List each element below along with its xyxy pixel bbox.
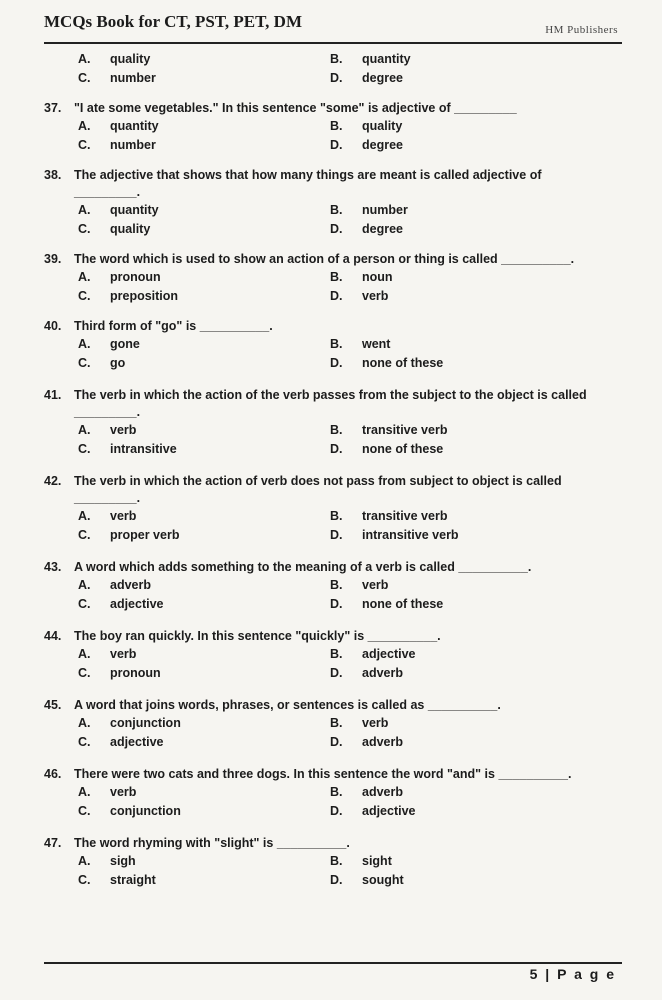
options-grid: [44, 507, 624, 545]
option-a: [78, 645, 330, 664]
option-text: adverb: [110, 578, 151, 592]
option-letter: C.: [78, 528, 91, 542]
option-letter: A.: [78, 509, 91, 523]
option-d: [330, 354, 443, 373]
options-row: [78, 852, 624, 871]
question-number: 40.: [44, 319, 62, 333]
option-letter: A.: [78, 854, 91, 868]
options-row: [78, 421, 624, 440]
option-text: verb: [362, 289, 389, 303]
option-letter: D.: [330, 666, 343, 680]
question-line: [44, 628, 624, 645]
option-letter: C.: [78, 735, 91, 749]
option-a: [78, 268, 330, 287]
option-letter: B.: [330, 337, 343, 351]
option-text: number: [110, 138, 156, 152]
option-d: [330, 664, 403, 683]
option-text: verb: [110, 647, 137, 661]
option-c: [78, 664, 330, 683]
option-c: [78, 595, 330, 614]
question-number: 43.: [44, 560, 62, 574]
page-header: [44, 10, 622, 44]
options-row: [78, 136, 624, 155]
option-text: quantity: [110, 119, 159, 133]
option-text: verb: [362, 716, 389, 730]
options-row: [78, 201, 624, 220]
option-letter: B.: [330, 578, 343, 592]
question-number: 45.: [44, 698, 62, 712]
option-letter: B.: [330, 52, 343, 66]
question-number: 37.: [44, 101, 62, 115]
option-text: adjective: [362, 647, 416, 661]
option-text: gone: [110, 337, 140, 351]
option-text: verb: [110, 509, 137, 523]
option-b: [330, 421, 447, 440]
option-text: quantity: [362, 52, 411, 66]
option-text: quality: [110, 52, 151, 66]
options-row: [78, 117, 624, 136]
option-c: [78, 354, 330, 373]
option-b: [330, 783, 403, 802]
question-line: [44, 697, 624, 714]
options-row: [78, 714, 624, 733]
question-line: [44, 251, 624, 268]
option-a: [78, 507, 330, 526]
option-d: [330, 871, 404, 890]
question-item: [44, 318, 624, 373]
option-text: intransitive: [110, 442, 177, 456]
option-c: [78, 802, 330, 821]
option-text: went: [362, 337, 391, 351]
option-d: [330, 733, 403, 752]
options-row: [78, 871, 624, 890]
option-d: [330, 526, 459, 545]
option-text: proper verb: [110, 528, 180, 542]
question-line: [44, 473, 624, 490]
option-a: [78, 783, 330, 802]
option-d: [330, 69, 403, 88]
options-grid: [44, 201, 624, 239]
options-row: [78, 595, 624, 614]
option-text: conjunction: [110, 716, 181, 730]
option-letter: B.: [330, 270, 343, 284]
option-text: intransitive verb: [362, 528, 459, 542]
option-letter: C.: [78, 873, 91, 887]
option-letter: D.: [330, 528, 343, 542]
question-item: [44, 766, 624, 821]
option-letter: C.: [78, 138, 91, 152]
question-number: 41.: [44, 388, 62, 402]
options-row: [78, 287, 624, 306]
options-row: [78, 783, 624, 802]
question-text: The word rhyming with "slight" is __________.: [74, 836, 350, 850]
options-row: [78, 507, 624, 526]
options-grid: [44, 576, 624, 614]
option-text: none of these: [362, 356, 444, 370]
options-row: [78, 69, 624, 88]
question-item: [44, 251, 624, 306]
option-a: [78, 117, 330, 136]
option-c: [78, 220, 330, 239]
options-row: [78, 50, 624, 69]
option-text: straight: [110, 873, 156, 887]
options-row: [78, 645, 624, 664]
option-letter: A.: [78, 785, 91, 799]
option-letter: C.: [78, 289, 91, 303]
question-line: [44, 100, 624, 117]
question-text: The adjective that shows that how many things are meant is called adjective of: [74, 168, 542, 182]
question-text: A word that joins words, phrases, or sentences is called as __________.: [74, 698, 501, 712]
option-letter: D.: [330, 356, 343, 370]
option-letter: B.: [330, 203, 343, 217]
option-text: verb: [110, 785, 137, 799]
options-grid: [44, 421, 624, 459]
option-letter: B.: [330, 716, 343, 730]
option-b: [330, 645, 416, 664]
option-letter: D.: [330, 138, 343, 152]
option-letter: C.: [78, 442, 91, 456]
options-row: [78, 733, 624, 752]
option-letter: D.: [330, 71, 343, 85]
option-text: preposition: [110, 289, 179, 303]
question-text: The boy ran quickly. In this sentence "quickly" is __________.: [74, 629, 441, 643]
options-row: [78, 220, 624, 239]
options-grid: [44, 268, 624, 306]
question-item: [44, 835, 624, 890]
option-d: [330, 287, 388, 306]
question-item: [44, 559, 624, 614]
options-grid: [44, 50, 624, 88]
option-b: [330, 714, 388, 733]
question-item: [44, 628, 624, 683]
question-text: There were two cats and three dogs. In this sentence the word "and" is __________.: [74, 767, 572, 781]
option-letter: A.: [78, 578, 91, 592]
option-letter: B.: [330, 509, 343, 523]
option-letter: A.: [78, 337, 91, 351]
footer-divider: [44, 962, 622, 964]
options-row: [78, 664, 624, 683]
option-letter: D.: [330, 873, 343, 887]
option-d: [330, 440, 443, 459]
option-letter: D.: [330, 289, 343, 303]
option-letter: A.: [78, 423, 91, 437]
option-letter: A.: [78, 270, 91, 284]
option-text: verb: [110, 423, 137, 437]
question-number: 44.: [44, 629, 62, 643]
option-letter: A.: [78, 647, 91, 661]
question-text: Third form of "go" is __________.: [74, 319, 273, 333]
option-a: [78, 714, 330, 733]
option-letter: C.: [78, 222, 91, 236]
option-letter: B.: [330, 854, 343, 868]
option-letter: D.: [330, 222, 343, 236]
option-b: [330, 117, 402, 136]
option-text: sight: [362, 854, 392, 868]
option-letter: C.: [78, 71, 91, 85]
question-item: [44, 100, 624, 155]
option-text: adjective: [110, 597, 164, 611]
answer-blank: _________.: [74, 405, 141, 419]
option-d: [330, 595, 443, 614]
options-grid: [44, 645, 624, 683]
option-b: [330, 507, 447, 526]
option-text: pronoun: [110, 666, 161, 680]
option-text: degree: [362, 222, 403, 236]
option-b: [330, 335, 390, 354]
option-b: [330, 268, 393, 287]
option-c: [78, 871, 330, 890]
options-grid: [44, 783, 624, 821]
option-text: adverb: [362, 735, 403, 749]
option-a: [78, 421, 330, 440]
option-letter: B.: [330, 785, 343, 799]
question-line: [44, 559, 624, 576]
options-row: [78, 576, 624, 595]
question-number: 39.: [44, 252, 62, 266]
options-grid: [44, 117, 624, 155]
question-number: 46.: [44, 767, 62, 781]
question-text: The verb in which the action of the verb passes from the subject to the object is called: [74, 388, 587, 402]
option-text: quality: [110, 222, 151, 236]
question-number: 47.: [44, 836, 62, 850]
option-text: adjective: [110, 735, 164, 749]
option-c: [78, 526, 330, 545]
options-row: [78, 802, 624, 821]
option-text: degree: [362, 138, 403, 152]
option-text: number: [110, 71, 156, 85]
option-text: verb: [362, 578, 389, 592]
option-d: [330, 802, 416, 821]
question-text: The verb in which the action of verb does not pass from subject to object is called: [74, 474, 562, 488]
options-grid: [44, 714, 624, 752]
option-text: adverb: [362, 785, 403, 799]
option-letter: A.: [78, 119, 91, 133]
option-c: [78, 69, 330, 88]
question-text: A word which adds something to the meaning of a verb is called __________.: [74, 560, 532, 574]
option-text: go: [110, 356, 126, 370]
option-text: number: [362, 203, 408, 217]
option-d: [330, 136, 403, 155]
option-a: [78, 201, 330, 220]
question-list: [44, 50, 624, 890]
book-title: MCQs Book for CT, PST, PET, DM: [44, 12, 302, 31]
option-letter: C.: [78, 356, 91, 370]
options-row: [78, 354, 624, 373]
option-text: conjunction: [110, 804, 181, 818]
option-text: pronoun: [110, 270, 161, 284]
option-letter: B.: [330, 119, 343, 133]
question-item: [44, 50, 624, 88]
answer-blank: _________.: [74, 185, 141, 199]
option-text: sigh: [110, 854, 136, 868]
question-item: [44, 473, 624, 545]
options-grid: [44, 852, 624, 890]
options-row: [78, 440, 624, 459]
question-line: [44, 318, 624, 335]
question-text: "I ate some vegetables." In this sentence "some" is adjective of _________: [74, 101, 517, 115]
publisher-name: HM Publishers: [545, 24, 618, 36]
option-a: [78, 852, 330, 871]
option-letter: D.: [330, 804, 343, 818]
question-line: [44, 835, 624, 852]
option-letter: D.: [330, 442, 343, 456]
answer-blank: _________.: [74, 491, 141, 505]
question-number: 42.: [44, 474, 62, 488]
option-text: quantity: [110, 203, 159, 217]
option-b: [330, 852, 392, 871]
question-item: [44, 387, 624, 459]
option-letter: D.: [330, 597, 343, 611]
option-text: none of these: [362, 442, 444, 456]
option-letter: D.: [330, 735, 343, 749]
question-line: [44, 167, 624, 184]
options-row: [78, 526, 624, 545]
option-letter: C.: [78, 804, 91, 818]
option-letter: B.: [330, 423, 343, 437]
options-row: [78, 268, 624, 287]
option-text: sought: [362, 873, 404, 887]
option-b: [330, 576, 388, 595]
option-c: [78, 733, 330, 752]
option-text: quality: [362, 119, 403, 133]
option-text: degree: [362, 71, 403, 85]
option-letter: A.: [78, 52, 91, 66]
options-grid: [44, 335, 624, 373]
question-text: The word which is used to show an action of a person or thing is called __________.: [74, 252, 575, 266]
question-item: [44, 697, 624, 752]
option-c: [78, 287, 330, 306]
option-letter: B.: [330, 647, 343, 661]
question-line: [44, 766, 624, 783]
options-row: [78, 335, 624, 354]
option-a: [78, 576, 330, 595]
option-c: [78, 136, 330, 155]
option-a: [78, 335, 330, 354]
question-line: [44, 387, 624, 404]
option-text: none of these: [362, 597, 444, 611]
option-d: [330, 220, 403, 239]
option-letter: C.: [78, 597, 91, 611]
option-text: adjective: [362, 804, 416, 818]
option-b: [330, 201, 408, 220]
option-text: noun: [362, 270, 393, 284]
page-number: 5 | P a g e: [529, 966, 616, 982]
option-b: [330, 50, 411, 69]
question-item: [44, 167, 624, 239]
option-a: [78, 50, 330, 69]
option-letter: A.: [78, 716, 91, 730]
option-text: transitive verb: [362, 423, 448, 437]
question-number: 38.: [44, 168, 62, 182]
option-letter: A.: [78, 203, 91, 217]
option-text: adverb: [362, 666, 403, 680]
option-text: transitive verb: [362, 509, 448, 523]
option-letter: C.: [78, 666, 91, 680]
option-c: [78, 440, 330, 459]
